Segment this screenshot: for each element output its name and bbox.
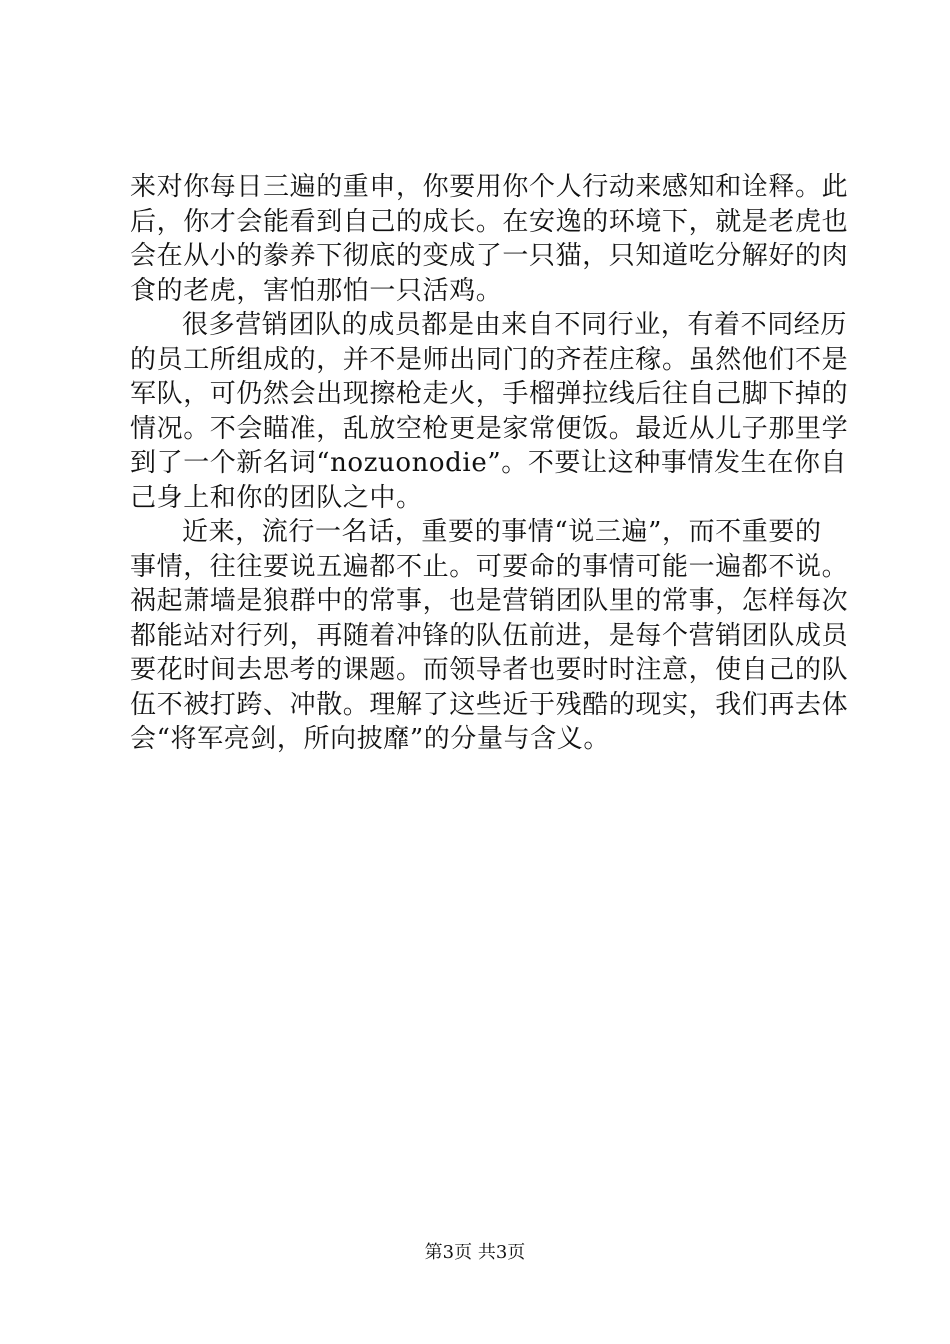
text-line: 祸起萧墙是狼群中的常事，也是营销团队里的常事，怎样每次 [130, 586, 849, 616]
text-line: 事情，往往要说五遍都不止。可要命的事情可能一遍都不说。 [130, 551, 849, 582]
text-line: 食的老虎，害怕那怕一只活鸡。 [130, 275, 503, 306]
text-line: 来对你每日三遍的重申，你要用你个人行动来感知和诠释。此 [130, 172, 849, 202]
text-line: 后，你才会能看到自己的成长。在安逸的环境下，就是老虎也 [130, 206, 849, 237]
paragraph-start-line: 近来，流行一名话，重要的事情“说三遍”，而不重要的 [182, 517, 822, 547]
text-line: 情况。不会瞄准，乱放空枪更是家常便饭。最近从儿子那里学 [130, 413, 849, 444]
text-line: 都能站对行列，再随着冲锋的队伍前进，是每个营销团队成员 [130, 620, 849, 651]
text-line: 要花时间去思考的课题。而领导者也要时时注意，使自己的队 [130, 655, 849, 685]
text-line: 军队，可仍然会出现擦枪走火，手榴弹拉线后往自己脚下掉的 [130, 379, 849, 409]
text-line: 会“将军亮剑，所向披靡”的分量与含义。 [130, 724, 610, 754]
page-number-label: 第3页 共3页 [424, 1242, 526, 1263]
paragraph-start-line: 很多营销团队的成员都是由来自不同行业，有着不同经历 [182, 310, 848, 340]
text-line: 伍不被打跨、冲散。理解了这些近于残酷的现实，我们再去体 [130, 689, 849, 720]
text-line: 会在从小的豢养下彻底的变成了一只猫，只知道吃分解好的肉 [130, 241, 849, 271]
text-line: 到了一个新名词“nozuonodie”。不要让这种事情发生在你自 [130, 448, 848, 478]
text-line: 己身上和你的团队之中。 [130, 482, 423, 513]
body-text [130, 170, 849, 757]
page-footer [0, 1241, 950, 1265]
text-line: 的员工所组成的，并不是师出同门的齐茬庄稼。虽然他们不是 [130, 344, 849, 375]
